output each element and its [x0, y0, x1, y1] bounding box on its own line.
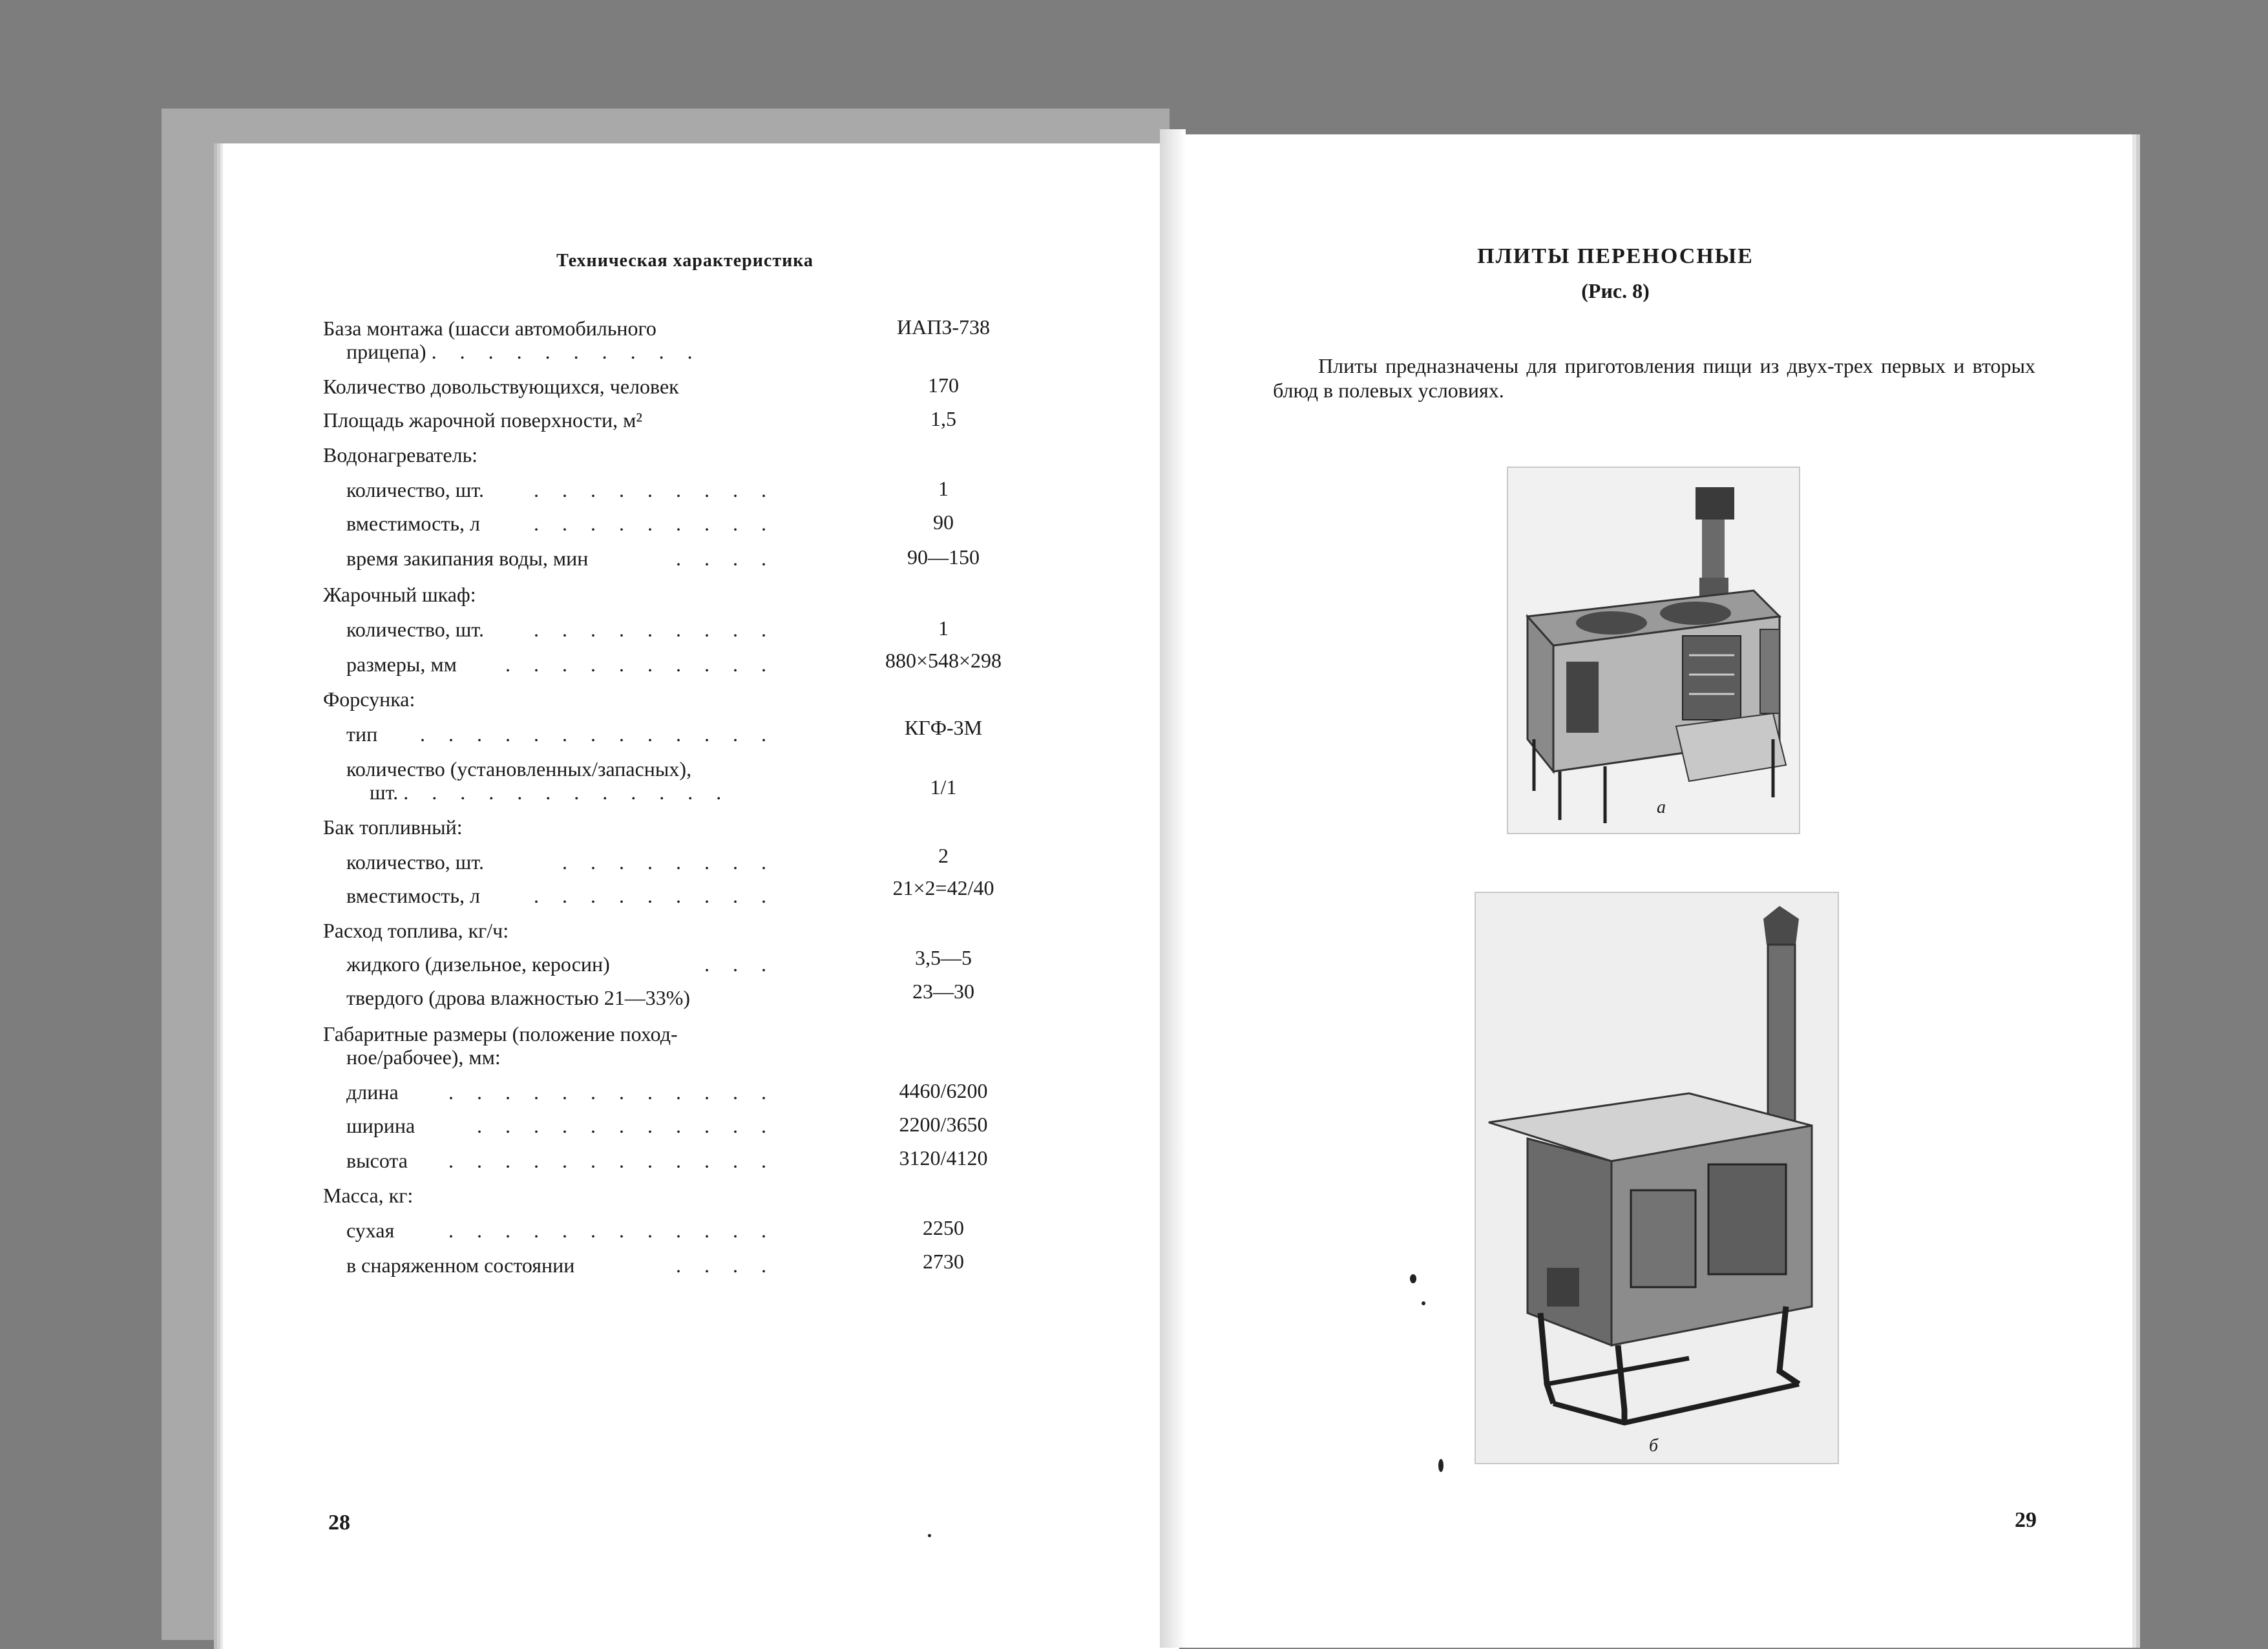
- portable-stove-photo-b: [1476, 893, 1838, 1463]
- spec-label: размеры, мм: [346, 653, 457, 676]
- scan-speck: [928, 1534, 931, 1537]
- spec-label: количество, шт.: [346, 618, 484, 641]
- leader-dots: . . . .: [676, 547, 775, 570]
- figure-a: [1507, 467, 1800, 834]
- spec-label-continued: шт.: [370, 781, 399, 804]
- leader-dots: . . . . . . . . . .: [431, 340, 702, 363]
- spec-value: 4460/6200: [899, 1079, 988, 1102]
- spec-label: Количество довольствующихся, человек: [323, 375, 679, 398]
- spec-value: 90—150: [907, 545, 980, 569]
- spec-label: Площадь жарочной поверхности, м²: [323, 408, 642, 432]
- leader-dots: . . . . . . . . . .: [505, 653, 775, 676]
- spec-value: 2200/3650: [899, 1113, 988, 1136]
- leader-dots: . . . . . . . . . . . .: [403, 781, 731, 804]
- spec-value: 1: [938, 477, 949, 500]
- leader-dots: . . . . . . . . . . . .: [448, 1219, 775, 1242]
- spec-value: 1,5: [930, 407, 956, 430]
- spec-label-continued: ное/рабочее), мм:: [346, 1045, 501, 1069]
- spec-value: 1/1: [930, 775, 957, 799]
- leader-dots: . . . . . . . . . . . .: [448, 1080, 775, 1104]
- spec-label-continued: прицепа): [346, 340, 426, 363]
- spec-label: База монтажа (шасси автомобильного: [323, 317, 656, 340]
- portable-stove-photo-a: [1508, 468, 1799, 833]
- spec-label: ширина: [346, 1114, 415, 1137]
- spec-label: длина: [346, 1080, 399, 1104]
- spec-label: сухая: [346, 1219, 395, 1242]
- spec-group-label: Масса, кг:: [323, 1184, 414, 1207]
- spec-group-label: Бак топливный:: [323, 815, 463, 839]
- spec-label: тип: [346, 722, 378, 746]
- leader-dots: . . . . . . . . .: [534, 478, 775, 501]
- page-number-left: 28: [328, 1511, 350, 1535]
- spec-value: 3,5—5: [915, 946, 972, 969]
- spec-group-label: Габаритные размеры (положение поход-: [323, 1022, 678, 1045]
- leader-dots: . . . . . . . . .: [534, 618, 775, 641]
- spec-value: 21×2=42/40: [892, 876, 994, 899]
- leader-dots: . . . . . . . . . . . . .: [420, 722, 775, 746]
- spec-value: 2250: [923, 1216, 964, 1239]
- spec-label: высота: [346, 1149, 408, 1172]
- spec-label: в снаряженном состоянии: [346, 1254, 575, 1277]
- spec-label: твердого (дрова влажностью 21—33%): [346, 986, 691, 1009]
- scan-speck: [1438, 1459, 1444, 1472]
- leader-dots: . . . . . . . . .: [534, 884, 775, 907]
- spec-label: количество, шт.: [346, 478, 484, 501]
- figure-b: [1475, 892, 1839, 1464]
- spec-label: количество, шт.: [346, 850, 484, 874]
- spec-value: 880×548×298: [885, 649, 1002, 672]
- leader-dots: . . . .: [676, 1254, 775, 1277]
- spec-value: 23—30: [912, 980, 974, 1003]
- spec-group-label: Водонагреватель:: [323, 443, 478, 467]
- scan-speck: [1422, 1301, 1425, 1305]
- spec-value: 2: [938, 844, 949, 867]
- spec-group-label: Форсунка:: [323, 688, 415, 711]
- leader-dots: . . . . . . . . .: [534, 512, 775, 535]
- figure-reference: (Рис. 8): [1581, 279, 1650, 302]
- spec-value: 90: [933, 510, 954, 534]
- leader-dots: . . .: [704, 952, 775, 976]
- spec-label: жидкого (дизельное, керосин): [346, 952, 610, 976]
- leader-dots: . . . . . . . . . . . .: [448, 1149, 775, 1172]
- spec-value: ИАПЗ-738: [896, 315, 990, 339]
- spec-value: 170: [928, 373, 959, 397]
- book-spine: [1160, 129, 1186, 1648]
- section-heading: ПЛИТЫ ПЕРЕНОСНЫЕ: [1477, 244, 1754, 268]
- intro-paragraph: Плиты предназначены для приготовления пищи из двух-трех первых и вторых блюд в полевых условиях.: [1273, 354, 2035, 402]
- spec-value: КГФ-3М: [904, 716, 983, 739]
- figure-b-caption: б: [1649, 1436, 1659, 1456]
- spec-label: вместимость, л: [346, 512, 480, 535]
- spec-value: 2730: [923, 1250, 964, 1273]
- spec-group-label: Жарочный шкаф:: [323, 583, 476, 606]
- leader-dots: . . . . . . . .: [562, 850, 775, 874]
- spec-value: 3120/4120: [899, 1146, 988, 1170]
- spec-title: Техническая характеристика: [556, 251, 814, 271]
- figure-a-caption: а: [1657, 797, 1666, 817]
- scan-speck: [1410, 1274, 1416, 1283]
- spec-label: количество (установленных/запасных),: [346, 757, 692, 781]
- spec-label: вместимость, л: [346, 884, 480, 907]
- spec-label: время закипания воды, мин: [346, 547, 589, 570]
- page-number-right: 29: [2015, 1508, 2037, 1532]
- spec-group-label: Расход топлива, кг/ч:: [323, 919, 509, 942]
- spec-value: 1: [938, 616, 949, 640]
- leader-dots: . . . . . . . . . . .: [477, 1114, 775, 1137]
